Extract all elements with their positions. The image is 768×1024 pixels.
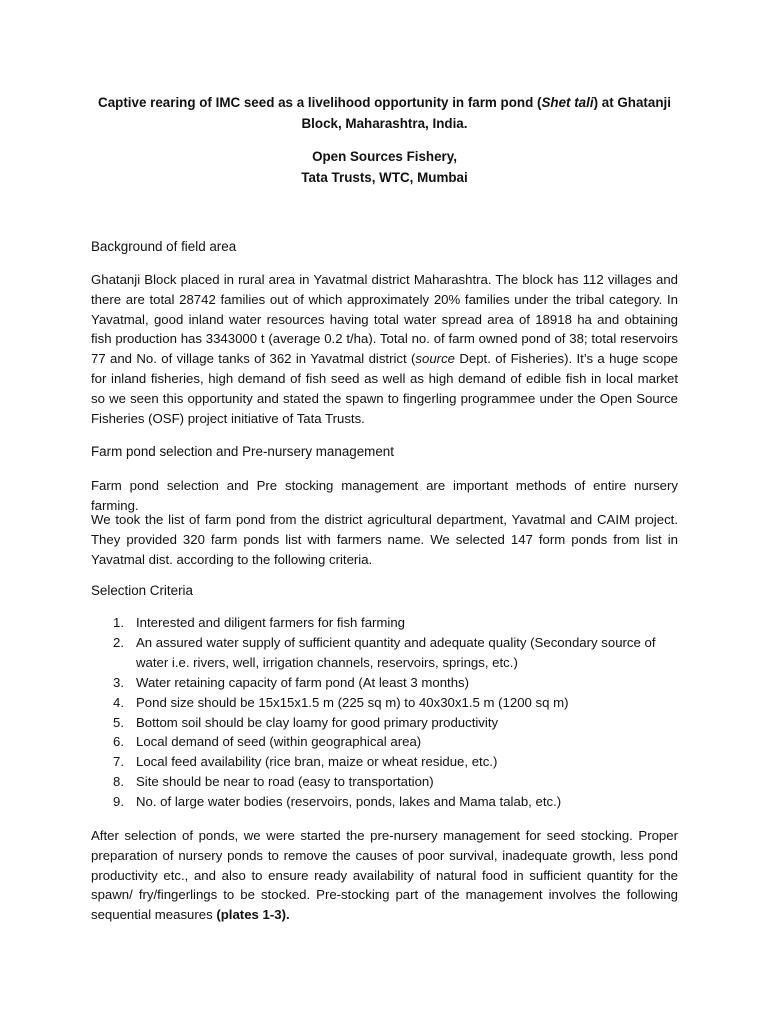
list-number: 6. [113, 734, 124, 750]
selection-criteria-list [91, 613, 678, 812]
section-heading-text: Farm pond selection and Pre-nursery management [91, 444, 394, 459]
title-text: Captive rearing of IMC seed as a livelihood opportunity in farm pond ( [98, 95, 542, 110]
list-item [91, 732, 678, 752]
list-item-text: Pond size should be 15x15x1.5 m (225 sq m) to 40x30x1.5 m (1200 sq m) [136, 694, 569, 710]
farm-pond-paragraph-1: Farm pond selection and Pre stocking management are important methods of entire nursery farming. [91, 478, 678, 513]
list-item-text: No. of large water bodies (reservoirs, ponds, lakes and Mama talab, etc.) [136, 794, 562, 810]
paragraph-text: Ghatanji Block placed in rural area in Yavatmal district Maharashtra. The block has 112 villages and there are total 28742 families out of which approximately 20% families under the tribal category. In Yavatmal, good inland water resources having total water spread area of 18918 ha and obtaining fish production has 3343000 t (average 0.2 t/ha). Total no. of farm owned pond of 38; total reservoirs 77 and No. of village tanks of 362 in Yavatmal district ( [91, 272, 678, 367]
list-number: 7. [113, 754, 124, 770]
list-number: 2. [113, 634, 124, 650]
list-item-text: Local demand of seed (within geographical area) [136, 734, 422, 750]
list-item [91, 772, 678, 792]
list-item-text: Local feed availability (rice bran, maize or wheat residue, etc.) [136, 754, 498, 770]
title-text-end: ) at Ghatanji Block, Maharashtra, India. [301, 95, 671, 131]
list-number: 3. [113, 674, 124, 690]
background-paragraph [91, 270, 678, 428]
section-heading-farm-pond [91, 442, 394, 462]
list-item [91, 633, 678, 673]
list-number: 1. [113, 615, 124, 630]
organization-line-1: Open Sources Fishery, [312, 149, 457, 164]
paragraph-text-end: Dept. of Fisheries). It’s a huge scope for inland fisheries, high demand of fish seed as well as high demand of edible fish in local market so we seen this opportunity and stated the spawn to fingerling programmee under the Open Source Fisheries (OSF) project initiative of Tata Trusts. [91, 351, 678, 426]
list-item [91, 752, 678, 772]
paragraph-italic: source [415, 351, 456, 367]
list-item-text: Interested and diligent farmers for fish farming [136, 615, 406, 630]
list-number: 5. [113, 714, 124, 730]
list-item-text: Water retaining capacity of farm pond (At least 3 months) [136, 674, 470, 690]
pre-nursery-paragraph [91, 826, 678, 925]
section-heading-criteria [91, 581, 193, 601]
organization-block [91, 146, 678, 188]
list-item [91, 792, 678, 812]
section-heading-text: Selection Criteria [91, 583, 193, 598]
section-heading-background [91, 237, 236, 257]
list-item [91, 673, 678, 693]
list-item-text: Site should be near to road (easy to transportation) [136, 774, 434, 790]
paragraph-bold-reference: (plates 1-3). [216, 907, 290, 923]
organization-line-2: Tata Trusts, WTC, Mumbai [301, 170, 468, 185]
list-number: 8. [113, 774, 124, 790]
paragraph-text: After selection of ponds, we were started the pre-nursery management for seed stocking. Proper preparation of nursery ponds to remove the causes of poor survival, inadequate growth, less pond productivity etc., and also to ensure ready availability of natural food in sufficient quantity for the spawn/ fry/fingerlings to be stocked. Pre-stocking part of the management involves the following sequential measures [91, 828, 678, 923]
list-number: 9. [113, 794, 124, 810]
list-item [91, 613, 678, 633]
list-number: 4. [113, 694, 124, 710]
title-italic-text: Shet tali [541, 95, 594, 110]
list-item [91, 713, 678, 733]
list-item-text: An assured water supply of sufficient quantity and adequate quality (Secondary source of water i.e. rivers, well, irrigation channels, reservoirs, springs, etc.) [136, 634, 656, 670]
farm-pond-paragraph-2: We took the list of farm pond from the district agricultural department, Yavatmal and CAIM project. They provided 320 farm ponds list with farmers name. We selected 147 form ponds from list in Yavatmal dist. according to the following criteria. [91, 512, 678, 567]
section-heading-text: Background of field area [91, 239, 237, 254]
list-item-text: Bottom soil should be clay loamy for good primary productivity [136, 714, 499, 730]
document-title [91, 92, 678, 134]
list-item [91, 693, 678, 713]
